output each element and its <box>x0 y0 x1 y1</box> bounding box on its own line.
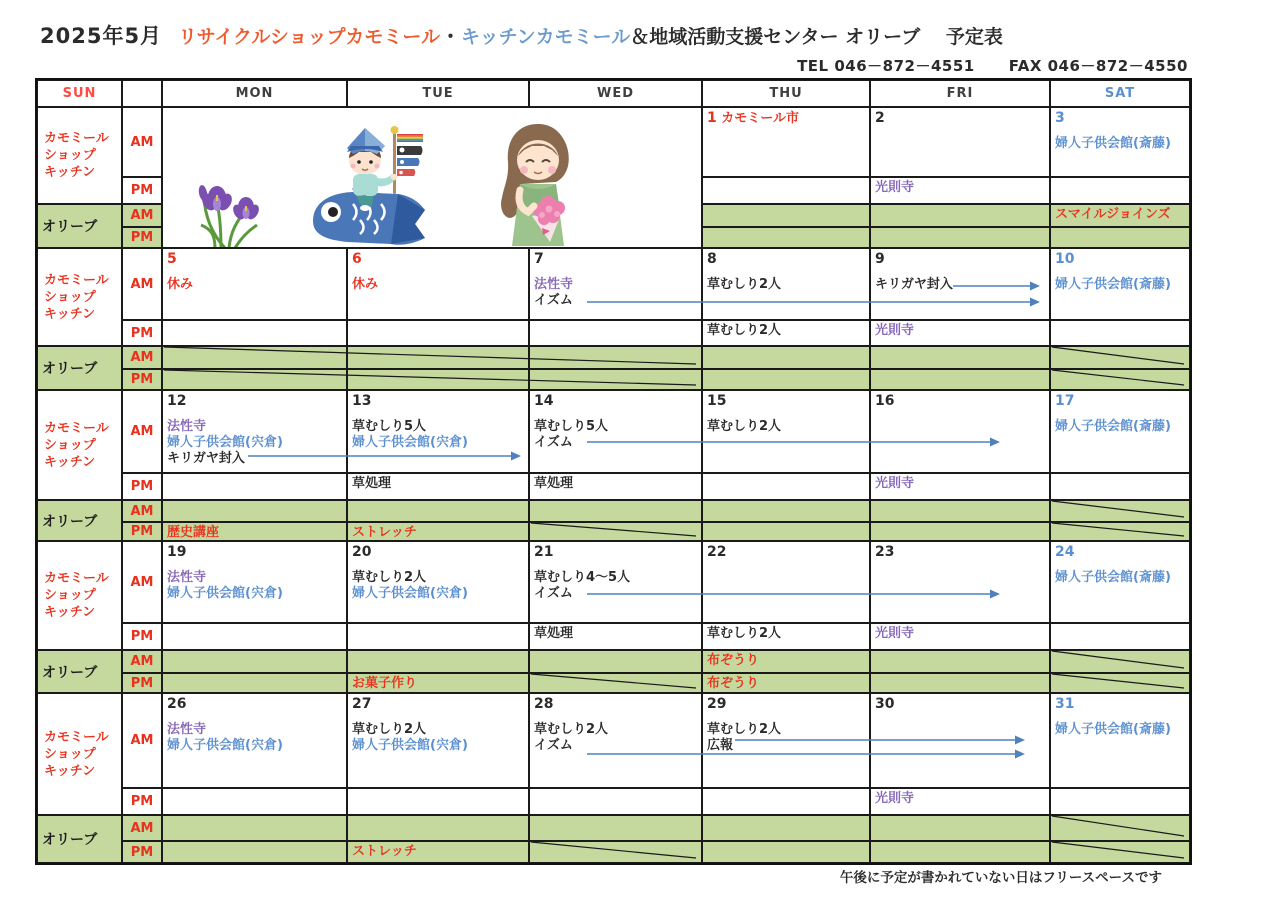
schedule-entry: 光則寺 <box>875 476 915 491</box>
cell-week4-sat-opm <box>1050 673 1190 693</box>
day-number: 31 <box>1055 696 1075 712</box>
title-month: 2025年5月 <box>40 24 163 48</box>
cell-week2-tue-am <box>347 248 529 320</box>
schedule-entry: イズム <box>534 738 573 753</box>
cell-week5-sat-opm <box>1050 841 1190 863</box>
cell-week3-fri-opm <box>870 522 1050 541</box>
group-label-shop-line: カモミール <box>44 571 109 586</box>
day-number: 28 <box>534 696 554 712</box>
ampm-label: AM <box>122 541 162 623</box>
cell-week2-tue-pm <box>347 320 529 346</box>
cell-week3-fri-oam <box>870 500 1050 522</box>
cell-week3-sat-opm <box>1050 522 1190 541</box>
schedule-entry: 休み <box>352 277 379 292</box>
cell-week3-wed-opm <box>529 522 702 541</box>
cell-week4-thu-opm <box>702 673 870 693</box>
cell-week3-tue-oam <box>347 500 529 522</box>
header-mon: MON <box>162 80 347 107</box>
cell-week2-fri-oam <box>870 346 1050 369</box>
footer-note: 午後に予定が書かれていない日はフリースペースです <box>839 870 1162 886</box>
day-number: 13 <box>352 393 372 409</box>
schedule-entry: キリガヤ封入 <box>167 451 245 466</box>
day-number: 3 <box>1055 110 1065 126</box>
header-wed: WED <box>529 80 702 107</box>
cell-week4-wed-pm <box>529 623 702 650</box>
cell-week2-fri-opm <box>870 369 1050 390</box>
cell-week2-mon-am <box>162 248 347 320</box>
woman-with-bouquet-illustration <box>498 120 578 246</box>
group-label-shop-line: キッチン <box>44 763 96 779</box>
group-label-olive: オリーブ <box>37 204 122 248</box>
cell-week5-thu-am <box>702 693 870 788</box>
ampm-label: AM <box>122 650 162 673</box>
cell-week5-mon-pm <box>162 788 347 815</box>
cell-week4-mon-pm <box>162 623 347 650</box>
cell-week2-wed-am <box>529 248 702 320</box>
cell-week3-mon-pm <box>162 473 347 500</box>
day-number: 1 カモミール市 <box>707 110 800 126</box>
cell-week5-mon-oam <box>162 815 347 841</box>
schedule-entry: 光則寺 <box>875 791 915 806</box>
cell-week1-fri-opm <box>870 227 1050 248</box>
cell-week5-tue-oam <box>347 815 529 841</box>
cell-week5-thu-opm <box>702 841 870 863</box>
cell-week3-tue-opm <box>347 522 529 541</box>
cell-week3-mon-opm <box>162 522 347 541</box>
group-label-shop-line: ショップ <box>44 588 96 603</box>
ampm-label: PM <box>122 227 162 248</box>
title-separator: ・ <box>440 26 460 48</box>
day-number: 21 <box>534 544 554 560</box>
schedule-entry: 草むしり2人 <box>707 277 782 292</box>
cell-week3-tue-pm <box>347 473 529 500</box>
cell-week1-thu-oam <box>702 204 870 227</box>
cell-week5-fri-opm <box>870 841 1050 863</box>
group-label-shop-line: ショップ <box>44 746 96 762</box>
header-sun: SUN <box>37 80 122 107</box>
cell-week1-sat-pm <box>1050 177 1190 204</box>
schedule-entry: イズム <box>534 435 573 450</box>
group-label-shop <box>37 248 122 346</box>
cell-week5-sat-pm <box>1050 788 1190 815</box>
schedule-entry: 草むしり2人 <box>707 626 782 641</box>
schedule-entry: ストレッチ <box>352 525 417 540</box>
cell-week3-sat-oam <box>1050 500 1190 522</box>
cell-week5-sat-oam <box>1050 815 1190 841</box>
schedule-entry: キリガヤ封入 <box>875 277 953 292</box>
day-number: 24 <box>1055 544 1075 560</box>
schedule-entry: 草むしり2人 <box>352 722 427 737</box>
cell-week2-tue-opm <box>347 369 529 390</box>
cell-week2-wed-opm <box>529 369 702 390</box>
cell-week5-thu-oam <box>702 815 870 841</box>
cell-week2-mon-pm <box>162 320 347 346</box>
schedule-entry: 草むしり2人 <box>707 419 782 434</box>
group-label-shop <box>37 541 122 650</box>
day-number: 17 <box>1055 393 1075 409</box>
schedule-entry: 草むしり2人 <box>534 722 609 737</box>
schedule-entry: 法性寺 <box>167 419 207 434</box>
day-number: 9 <box>875 251 885 267</box>
boy-riding-koinobori-illustration <box>303 116 428 248</box>
cell-week5-sat-am <box>1050 693 1190 788</box>
ampm-label: PM <box>122 841 162 863</box>
schedule-entry: 休み <box>167 277 194 292</box>
cell-week1-fri-oam <box>870 204 1050 227</box>
schedule-entry: 婦人子供会館(宍倉) <box>352 435 468 450</box>
day-number: 26 <box>167 696 187 712</box>
day-number: 29 <box>707 696 727 712</box>
cell-week4-mon-oam <box>162 650 347 673</box>
group-label-olive: オリーブ <box>37 500 122 541</box>
schedule-entry: 草むしり5人 <box>352 419 427 434</box>
header-sat: SAT <box>1050 80 1190 107</box>
group-label-olive: オリーブ <box>37 650 122 693</box>
page-title <box>40 20 1003 50</box>
cell-week1-sat-am <box>1050 107 1190 177</box>
iris-flowers-illustration <box>191 185 267 248</box>
cell-week3-sat-pm <box>1050 473 1190 500</box>
group-label-shop-line: カモミール <box>44 131 109 146</box>
cell-week5-tue-opm <box>347 841 529 863</box>
cell-week4-fri-pm <box>870 623 1050 650</box>
schedule-entry: 婦人子供会館(斎藤) <box>1055 136 1171 151</box>
holiday-illustration-cell <box>162 107 702 248</box>
ampm-label: AM <box>122 500 162 522</box>
cell-week4-fri-opm <box>870 673 1050 693</box>
schedule-entry: 法性寺 <box>167 570 207 585</box>
schedule-entry: 光則寺 <box>875 180 915 195</box>
cell-week5-thu-pm <box>702 788 870 815</box>
cell-week3-wed-am <box>529 390 702 473</box>
cell-week1-fri-pm <box>870 177 1050 204</box>
schedule-entry: 婦人子供会館(宍倉) <box>167 586 283 601</box>
ampm-label: AM <box>122 107 162 177</box>
cell-week4-thu-am <box>702 541 870 623</box>
group-label-shop-line: キッチン <box>44 165 96 180</box>
cell-week3-tue-am <box>347 390 529 473</box>
schedule-entry: 布ぞうり <box>707 653 760 668</box>
cell-week3-thu-am <box>702 390 870 473</box>
schedule-entry: 婦人子供会館(斎藤) <box>1055 722 1171 737</box>
schedule-entry: 布ぞうり <box>707 676 760 691</box>
cell-week4-mon-am <box>162 541 347 623</box>
ampm-label: AM <box>122 346 162 369</box>
day-number: 12 <box>167 393 187 409</box>
ampm-label: PM <box>122 473 162 500</box>
ampm-label: PM <box>122 320 162 346</box>
cell-week1-sat-opm <box>1050 227 1190 248</box>
cell-week2-wed-oam <box>529 346 702 369</box>
schedule-entry: 広報 <box>707 738 734 753</box>
schedule-entry: 光則寺 <box>875 626 915 641</box>
cell-week3-wed-pm <box>529 473 702 500</box>
group-label-shop <box>37 693 122 815</box>
schedule-entry: 草むしり2人 <box>707 323 782 338</box>
cell-week2-thu-opm <box>702 369 870 390</box>
cell-week1-thu-am <box>702 107 870 177</box>
schedule-entry: イズム <box>534 586 573 601</box>
schedule-entry: 歴史講座 <box>167 525 220 540</box>
schedule-entry: 草むしり2人 <box>707 722 782 737</box>
group-label-shop-line: カモミール <box>44 729 109 745</box>
cell-week3-wed-oam <box>529 500 702 522</box>
cell-week2-fri-pm <box>870 320 1050 346</box>
schedule-entry: 婦人子供会館(宍倉) <box>167 738 283 753</box>
schedule-entry: 婦人子供会館(斎藤) <box>1055 277 1171 292</box>
cell-week4-mon-opm <box>162 673 347 693</box>
cell-week4-wed-opm <box>529 673 702 693</box>
cell-week4-fri-am <box>870 541 1050 623</box>
cell-week4-sat-am <box>1050 541 1190 623</box>
header-fri: FRI <box>870 80 1050 107</box>
cell-week2-mon-oam <box>162 346 347 369</box>
day-number: 15 <box>707 393 727 409</box>
cell-week2-sat-oam <box>1050 346 1190 369</box>
cell-week5-fri-pm <box>870 788 1050 815</box>
cell-week4-thu-oam <box>702 650 870 673</box>
schedule-entry: イズム <box>534 293 573 308</box>
cell-week4-sat-oam <box>1050 650 1190 673</box>
cell-week3-mon-oam <box>162 500 347 522</box>
cell-week3-thu-pm <box>702 473 870 500</box>
group-label-olive: オリーブ <box>37 346 122 390</box>
schedule-entry: 婦人子供会館(斎藤) <box>1055 570 1171 585</box>
group-label-shop-line: キッチン <box>44 454 96 470</box>
ampm-label: AM <box>122 390 162 473</box>
cell-week3-fri-pm <box>870 473 1050 500</box>
header-tue: TUE <box>347 80 529 107</box>
cell-week5-mon-am <box>162 693 347 788</box>
cell-week5-mon-opm <box>162 841 347 863</box>
cell-week2-sat-pm <box>1050 320 1190 346</box>
cell-week5-wed-oam <box>529 815 702 841</box>
ampm-label: AM <box>122 693 162 788</box>
schedule-entry: 法性寺 <box>167 722 207 737</box>
schedule-entry: 婦人子供会館(宍倉) <box>167 435 283 450</box>
day-number: 5 <box>167 251 177 267</box>
group-label-shop-line: ショップ <box>44 148 96 163</box>
cell-week2-tue-oam <box>347 346 529 369</box>
cell-week2-wed-pm <box>529 320 702 346</box>
schedule-entry: 草むしり2人 <box>352 570 427 585</box>
group-label-shop-line: キッチン <box>44 605 96 620</box>
contact-info <box>797 55 1188 76</box>
cell-week4-tue-am <box>347 541 529 623</box>
cell-week5-fri-am <box>870 693 1050 788</box>
schedule-entry: 光則寺 <box>875 323 915 338</box>
cell-week5-fri-oam <box>870 815 1050 841</box>
cell-week4-wed-am <box>529 541 702 623</box>
cell-week5-tue-am <box>347 693 529 788</box>
group-label-shop-line: ショップ <box>44 289 96 305</box>
cell-week1-fri-am <box>870 107 1050 177</box>
ampm-label: PM <box>122 522 162 541</box>
day-number: 23 <box>875 544 895 560</box>
day-number: 16 <box>875 393 895 409</box>
day-number: 7 <box>534 251 544 267</box>
cell-week5-wed-opm <box>529 841 702 863</box>
schedule-entry: 草処理 <box>352 476 392 491</box>
header-thu: THU <box>702 80 870 107</box>
ampm-label: PM <box>122 369 162 390</box>
day-number: 22 <box>707 544 727 560</box>
cell-week5-wed-am <box>529 693 702 788</box>
cell-week2-mon-opm <box>162 369 347 390</box>
schedule-entry: 婦人子供会館(宍倉) <box>352 738 468 753</box>
cell-week2-thu-oam <box>702 346 870 369</box>
schedule-entry: お菓子作り <box>352 676 418 691</box>
title-center-olive: ＆地域活動支援センター オリーブ 予定表 <box>630 26 1003 48</box>
schedule-entry: 法性寺 <box>534 277 574 292</box>
schedule-entry: 草むしり4～5人 <box>534 570 631 585</box>
cell-week4-fri-oam <box>870 650 1050 673</box>
cell-week3-fri-am <box>870 390 1050 473</box>
fax-number: FAX 046－872－4550 <box>1008 57 1188 75</box>
title-kitchen: キッチンカモミール <box>461 26 631 48</box>
cell-week1-thu-opm <box>702 227 870 248</box>
schedule-entry: 草むしり5人 <box>534 419 609 434</box>
title-recycle-shop: リサイクルショップカモミール <box>178 26 440 48</box>
schedule-entry: 草処理 <box>534 476 574 491</box>
cell-week2-sat-am <box>1050 248 1190 320</box>
cell-week2-thu-am <box>702 248 870 320</box>
tel-number: TEL 046－872－4551 <box>797 57 975 75</box>
cell-week3-mon-am <box>162 390 347 473</box>
cell-week2-sat-opm <box>1050 369 1190 390</box>
cell-week1-thu-pm <box>702 177 870 204</box>
cell-week3-sat-am <box>1050 390 1190 473</box>
schedule-entry: 婦人子供会館(斎藤) <box>1055 419 1171 434</box>
cell-week5-tue-pm <box>347 788 529 815</box>
group-label-shop <box>37 107 122 204</box>
day-number: 27 <box>352 696 372 712</box>
group-label-shop-line: カモミール <box>44 420 109 436</box>
cell-week2-fri-am <box>870 248 1050 320</box>
cell-week3-thu-opm <box>702 522 870 541</box>
schedule-entry: 婦人子供会館(宍倉) <box>352 586 468 601</box>
day-number: 30 <box>875 696 895 712</box>
day-number: 19 <box>167 544 187 560</box>
cell-week1-sat-oam <box>1050 204 1190 227</box>
schedule-entry: 草処理 <box>534 626 574 641</box>
group-label-shop-line: ショップ <box>44 437 96 453</box>
day-number: 10 <box>1055 251 1075 267</box>
ampm-label: PM <box>122 177 162 204</box>
day-number: 2 <box>875 110 885 126</box>
cell-week3-thu-oam <box>702 500 870 522</box>
header-spacer <box>122 80 162 107</box>
cell-week2-thu-pm <box>702 320 870 346</box>
cell-week4-wed-oam <box>529 650 702 673</box>
day-number: 20 <box>352 544 372 560</box>
ampm-label: AM <box>122 248 162 320</box>
cell-week4-tue-pm <box>347 623 529 650</box>
group-label-shop-line: キッチン <box>44 306 96 322</box>
schedule-entry: ストレッチ <box>352 844 417 859</box>
schedule-entry: スマイルジョインズ <box>1055 207 1171 222</box>
schedule-table <box>35 78 1192 865</box>
cell-week4-thu-pm <box>702 623 870 650</box>
ampm-label: PM <box>122 623 162 650</box>
group-label-olive: オリーブ <box>37 815 122 863</box>
ampm-label: AM <box>122 815 162 841</box>
group-label-shop-line: カモミール <box>44 272 109 288</box>
ampm-label: PM <box>122 673 162 693</box>
day-number: 14 <box>534 393 554 409</box>
cell-week4-sat-pm <box>1050 623 1190 650</box>
cell-week4-tue-oam <box>347 650 529 673</box>
ampm-label: AM <box>122 204 162 227</box>
day-number: 8 <box>707 251 717 267</box>
cell-week4-tue-opm <box>347 673 529 693</box>
group-label-shop <box>37 390 122 500</box>
day-number: 6 <box>352 251 362 267</box>
ampm-label: PM <box>122 788 162 815</box>
cell-week5-wed-pm <box>529 788 702 815</box>
